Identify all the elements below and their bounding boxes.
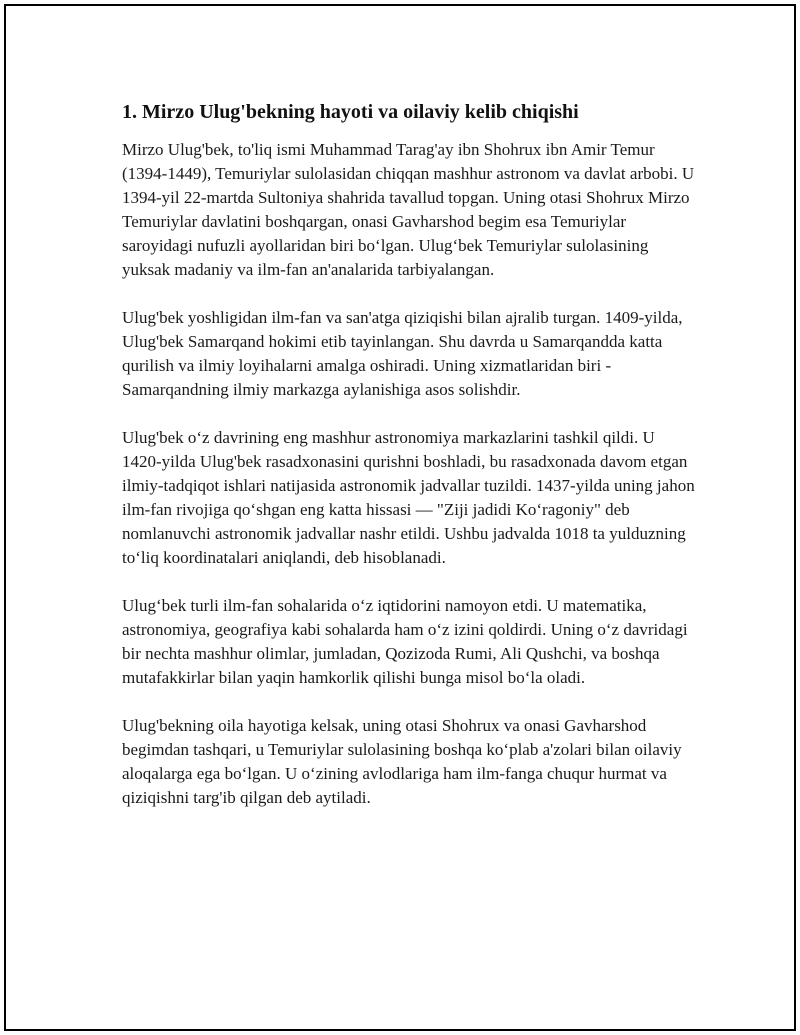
document-title: 1. Mirzo Ulug'bekning hayoti va oilaviy kelib chiqishi — [122, 101, 579, 123]
document-body — [122, 94, 696, 834]
paragraph-observatory: Ulug'bek o‘z davrining eng mashhur astronomiya markazlarini tashkil qildi. U 1420-yilda Ulug'bek rasadxonasini qurishni boshladi, bu rasadxonada davom etgan ilmiy-tadqiqot ishlari natijasida astronomik jadvallar tuzildi. 1437-yilda uning jahon ilm-fan rivojiga qo‘shgan eng katta hissasi — "Ziji jadidi Ko‘ragoniy" deb nomlanuvchi astronomik jadvallar nashr etildi. Ushbu jadvalda 1018 ta yulduzning to‘liq koordinatalari aniqlandi, deb hisoblanadi. — [122, 428, 695, 567]
paragraph-sciences: Ulug‘bek turli ilm-fan sohalarida o‘z iqtidorini namoyon etdi. U matematika, astronomiya, geografiya kabi sohalarda ham o‘z izini qoldirdi. Uning o‘z davridagi bir nechta mashhur olimlar, jumladan, Qozizoda Rumi, Ali Qushchi, va boshqa mutafakkirlar bilan yaqin hamkorlik qilishi bunga misol bo‘la oladi. — [122, 596, 688, 687]
page-frame — [4, 4, 796, 1031]
paragraph-early-life: Mirzo Ulug'bek, to'liq ismi Muhammad Tarag'ay ibn Shohrux ibn Amir Temur (1394-1449), Temuriylar sulolasidan chiqqan mashhur astronom va davlat arbobi. U 1394-yil 22-martda Sultoniya shahrida tavallud topgan. Uning otasi Shohrux Mirzo Temuriylar davlatini boshqargan, onasi Gavharshod begim esa Temuriylar saroyidagi nufuzli ayollaridan biri bo‘lgan. Ulug‘bek Temuriylar sulolasining yuksak madaniy va ilm-fan an'analarida tarbiyalangan. — [122, 140, 695, 279]
paragraph-family: Ulug'bekning oila hayotiga kelsak, uning otasi Shohrux va onasi Gavharshod begimdan tashqari, u Temuriylar sulolasining boshqa ko‘plab a'zolari bilan oilaviy aloqalarga ega bo‘lgan. U o‘zining avlodlariga ham ilm-fanga chuqur hurmat va qiziqishni targ'ib qilgan deb aytiladi. — [122, 716, 682, 807]
paragraph-youth: Ulug'bek yoshligidan ilm-fan va san'atga qiziqishi bilan ajralib turgan. 1409-yilda, Ulug'bek Samarqand hokimi etib tayinlangan. Shu davrda u Samarqandda katta qurilish va ilmiy loyihalarni amalga oshiradi. Uning xizmatlaridan biri - Samarqandning ilmiy markazga aylanishiga asos solishdir. — [122, 308, 683, 399]
